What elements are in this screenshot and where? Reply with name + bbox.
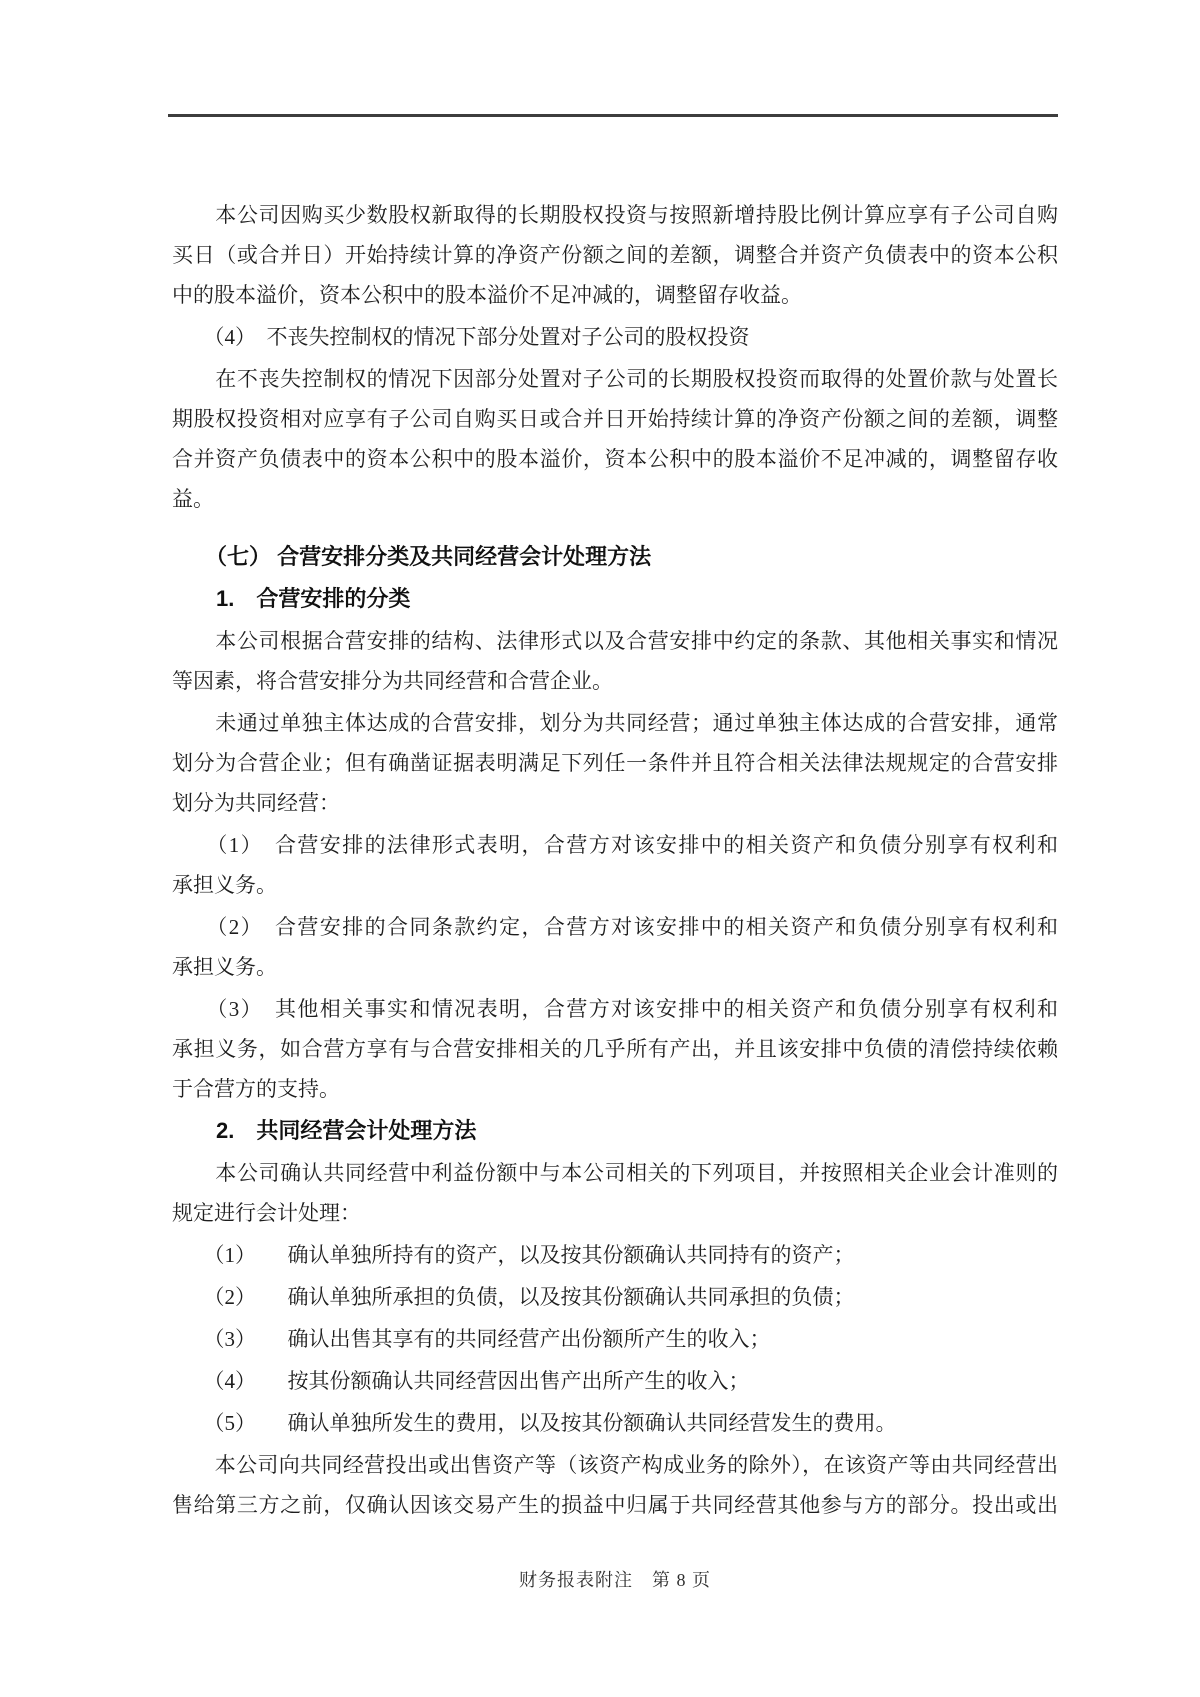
text-line: 在不丧失控制权的情况下因部分处置对子公司的长期股权投资而取得的处置价款与处置长: [172, 367, 1058, 391]
text-line: 划分为合营企业；但有确凿证据表明满足下列任一条件并且符合相关法律法规规定的合营安排: [172, 751, 1058, 775]
paragraph: [172, 359, 1058, 519]
text-line: 等因素，将合营安排分为共同经营和合营企业。: [172, 669, 613, 693]
text-line: 承担义务。: [172, 873, 277, 897]
document-body: [172, 195, 1058, 1527]
text-line: （2） 确认单独所承担的负债，以及按其份额确认共同承担的负债；: [172, 1285, 855, 1309]
text-line: 规定进行会计处理：: [172, 1201, 361, 1225]
text-line: （4） 不丧失控制权的情况下部分处置对子公司的股权投资: [172, 325, 750, 349]
paragraph: [172, 195, 1058, 315]
text-line: 本公司根据合营安排的结构、法律形式以及合营安排中约定的条款、其他相关事实和情况: [172, 629, 1058, 653]
text-line: 买日（或合并日）开始持续计算的净资产份额之间的差额，调整合并资产负债表中的资本公积: [172, 243, 1058, 267]
text-line: （5） 确认单独所发生的费用，以及按其份额确认共同经营发生的费用。: [172, 1411, 897, 1435]
paragraph: [172, 1153, 1058, 1233]
text-line: 划分为共同经营：: [172, 791, 340, 815]
section-heading: [172, 1111, 1058, 1151]
text-line: 承担义务，如合营方享有与合营安排相关的几乎所有产出，并且该安排中负债的清偿持续依赖: [172, 1037, 1058, 1061]
paragraph: [172, 989, 1058, 1109]
text-line: 于合营方的支持。: [172, 1077, 340, 1101]
text-line: 售给第三方之前，仅确认因该交易产生的损益中归属于共同经营其他参与方的部分。投出或出: [172, 1493, 1058, 1517]
text-line: 益。: [172, 487, 214, 511]
text-line: （七） 合营安排分类及共同经营会计处理方法: [172, 544, 652, 569]
text-line: 2. 共同经营会计处理方法: [172, 1118, 477, 1143]
paragraph: [172, 1235, 1058, 1275]
text-line: 承担义务。: [172, 955, 277, 979]
text-line: （4） 按其份额确认共同经营因出售产出所产生的收入；: [172, 1369, 750, 1393]
paragraph: [172, 1277, 1058, 1317]
header-rule: [168, 114, 1058, 117]
text-line: 本公司因购买少数股权新取得的长期股权投资与按照新增持股比例计算应享有子公司自购: [172, 203, 1058, 227]
text-line: （2） 合营安排的合同条款约定，合营方对该安排中的相关资产和负债分别享有权利和: [172, 915, 1058, 939]
section-heading: [172, 537, 1058, 577]
text-line: 期股权投资相对应享有子公司自购买日或合并日开始持续计算的净资产份额之间的差额，调整: [172, 407, 1058, 431]
text-line: （3） 确认出售其享有的共同经营产出份额所产生的收入；: [172, 1327, 771, 1351]
text-line: 本公司确认共同经营中利益份额中与本公司相关的下列项目，并按照相关企业会计准则的: [172, 1161, 1058, 1185]
section-heading: [172, 579, 1058, 619]
paragraph: [172, 703, 1058, 823]
paragraph: [172, 1445, 1058, 1525]
text-line: 未通过单独主体达成的合营安排，划分为共同经营；通过单独主体达成的合营安排，通常: [172, 711, 1058, 735]
paragraph: [172, 907, 1058, 987]
page-footer: 财务报表附注 第 8 页: [519, 1570, 711, 1590]
paragraph: [172, 1403, 1058, 1443]
text-line: 合并资产负债表中的资本公积中的股本溢价，资本公积中的股本溢价不足冲减的，调整留存收: [172, 447, 1058, 471]
paragraph: [172, 1319, 1058, 1359]
text-line: 1. 合营安排的分类: [172, 586, 411, 611]
text-line: （3） 其他相关事实和情况表明，合营方对该安排中的相关资产和负债分别享有权利和: [172, 997, 1058, 1021]
text-line: 中的股本溢价，资本公积中的股本溢价不足冲减的，调整留存收益。: [172, 283, 802, 307]
paragraph: [172, 621, 1058, 701]
text-line: 本公司向共同经营投出或出售资产等（该资产构成业务的除外），在该资产等由共同经营出: [172, 1453, 1058, 1477]
paragraph: [172, 317, 1058, 357]
text-line: （1） 合营安排的法律形式表明，合营方对该安排中的相关资产和负债分别享有权利和: [172, 833, 1058, 857]
text-line: （1） 确认单独所持有的资产，以及按其份额确认共同持有的资产；: [172, 1243, 855, 1267]
paragraph: [172, 1361, 1058, 1401]
paragraph: [172, 825, 1058, 905]
